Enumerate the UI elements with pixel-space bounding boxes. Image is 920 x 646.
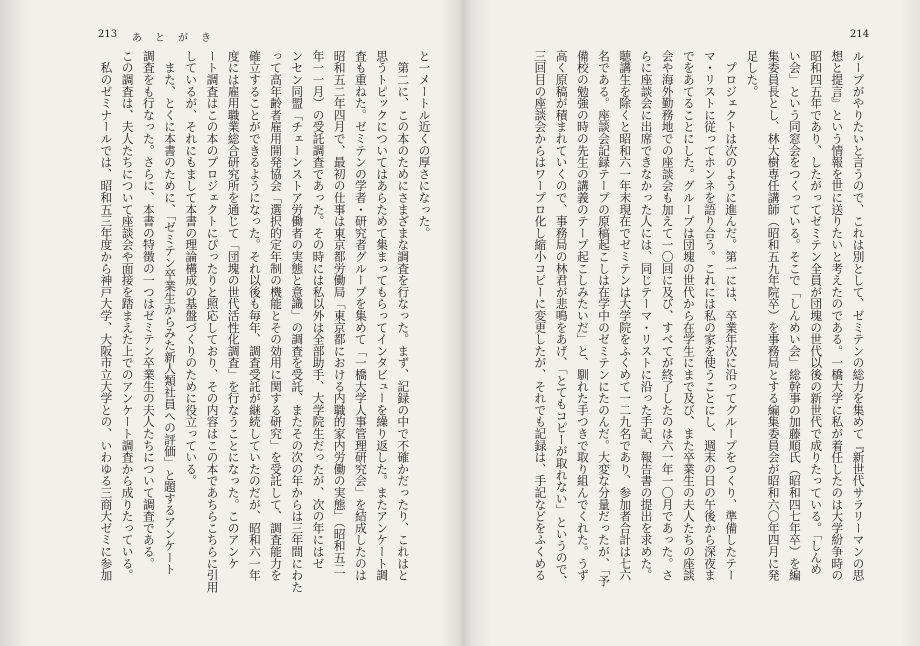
text-column: って高年齢者雇用開発協会「選択的定年制の機能とその効用に関する研究」を受託して、調査能力を <box>268 50 283 581</box>
text-column: い会」という同窓会をつくっている。そこで「しんめい会」総幹事の加藤順氏（昭和四七年卒）を編 <box>787 50 802 581</box>
right-page-text <box>526 50 868 610</box>
left-page-number: 213 <box>98 29 118 40</box>
text-column: と一メートル近くの厚さになった。 <box>417 50 431 239</box>
text-column: 高く原稿が積まれていくので、事務局の林君が悲鳴をあげ、「とてもコピーが取れない」というので、 <box>554 50 569 587</box>
text-column: 昭和四五年であり、したがってゼミテン全員が団塊の世代以後の新世代で成りたっている。「しんめ <box>808 50 823 576</box>
text-column: 足した。 <box>744 50 759 98</box>
text-column: 聴講生を除くと昭和六一年末現在でゼミテンは大学院をふくめて一二九名であり、参加者合計は七六 <box>617 50 632 581</box>
text-column: 度には雇用職業総合研究所を通じて「団塊の世代活性化調査」を行なうことになった。このアンケ <box>226 50 241 570</box>
text-column: ート調査はこの本のプロジェクトにぴったりと照応しており、その内容はこの本であちらこちらに引用 <box>204 50 219 593</box>
text-column: 査も重ねた。ゼミテンの学者・研究者グループを集めて「一橋大学人事管理研究会」を結成したのは <box>353 50 368 581</box>
text-column: 会や海外勤務地での座談会も加えて一〇回に及び、すべてが終了したのは六一年一〇月であった。さ <box>660 50 675 581</box>
text-column: ンセン同盟「チェーンストア労働者の実態と意識」の調査を受託、またその次の年からは三年間にわた <box>289 50 304 593</box>
text-column: ループがやりたいと言うので、これは別として、ゼミテンの総力を集めて『新世代サラリーマンの思 <box>851 50 865 581</box>
text-column: しているが、それにもまして本書の理論構成の基盤づくりのために役立っている。 <box>183 50 198 487</box>
text-column: 確立することができるようになった。それ以後も毎年、調査受託が継続していたのだが、昭和六一年 <box>247 50 262 581</box>
text-column: 想と提言』という情報を世に送りたいと考えたのである。一橋大学に私が着任したのは大学紛争時の <box>829 50 844 581</box>
text-column: 私のゼミナールでは、昭和五三年度から神戸大学、大阪市立大学との、いわゆる三商大ゼミに参加 <box>98 50 113 581</box>
left-page-text <box>92 50 434 610</box>
text-column: でをあてることにした。グループは団塊の世代から在学生にまで及び、また卒業生の夫人たちの座談 <box>681 50 696 581</box>
text-column: 集委員長とし、林大樹専任講師（昭和五九年院卒）を事務局とする編集委員会が昭和六〇年四月に発 <box>766 50 781 581</box>
text-column: 昭和五二年四月で、最初の仕事は東京都労働局「東京都における内職的家内労働の実態」（昭和五二 <box>332 50 347 576</box>
text-column: らに座談会に出席できなかった人には、同じテーマ・リストに沿った手記、報告書の提出を求めた。 <box>638 50 653 581</box>
text-column: 名である。座談会記録テープの原稿起こしは在学中のゼミテンにたのんだ。大変な分量だったが、「予 <box>596 50 611 587</box>
text-column: この調査は、夫人たちについて座談会や面接を踏まえた上でのアンケート調査から成りたっている。 <box>120 50 135 581</box>
running-title: あとがき <box>132 33 224 44</box>
text-column: 第二に、この本のためにさまざまな調査を行なった。まず、記録の中で不確かだったり、これはと <box>395 50 410 581</box>
text-column: マ・リストに従ってホンネを語り合う。これには私の家を使うことにし、週末の日の午後から深夜ま <box>702 50 717 581</box>
text-column: プロジェクトは次のように進んだ。第一には、卒業年次に沿ってグループをつくり、準備したテー <box>723 50 738 581</box>
text-column: 三回目の座談会からはワープロ化し縮小コピーに変更したが、それでも記録は、手記などをふくめる <box>532 50 547 581</box>
text-column: 思うトピックについてはあらためて集まってもらってインタビューを繰り返した。またアンケート調 <box>374 50 389 581</box>
right-page-number: 214 <box>850 29 870 40</box>
text-column: 備校の勉強の時の先生の講義のテープ起こしみたいだ」と、馴れた手つきで取り組んでくれた。うず <box>575 50 590 581</box>
text-column: 調査をも行なった。さらに、本書の特徴の一つはゼミテン卒業生の夫人たちについて調査である。 <box>141 50 156 570</box>
text-column: また、とくに本書のために、「ゼミテン卒業生からみた新人類社員への評価」と題するアンケート <box>162 50 177 576</box>
text-column: 年一一月）の受託調査であった。その時には私以外は全部助手、大学院生だったが、次の年にはゼ <box>310 50 325 570</box>
